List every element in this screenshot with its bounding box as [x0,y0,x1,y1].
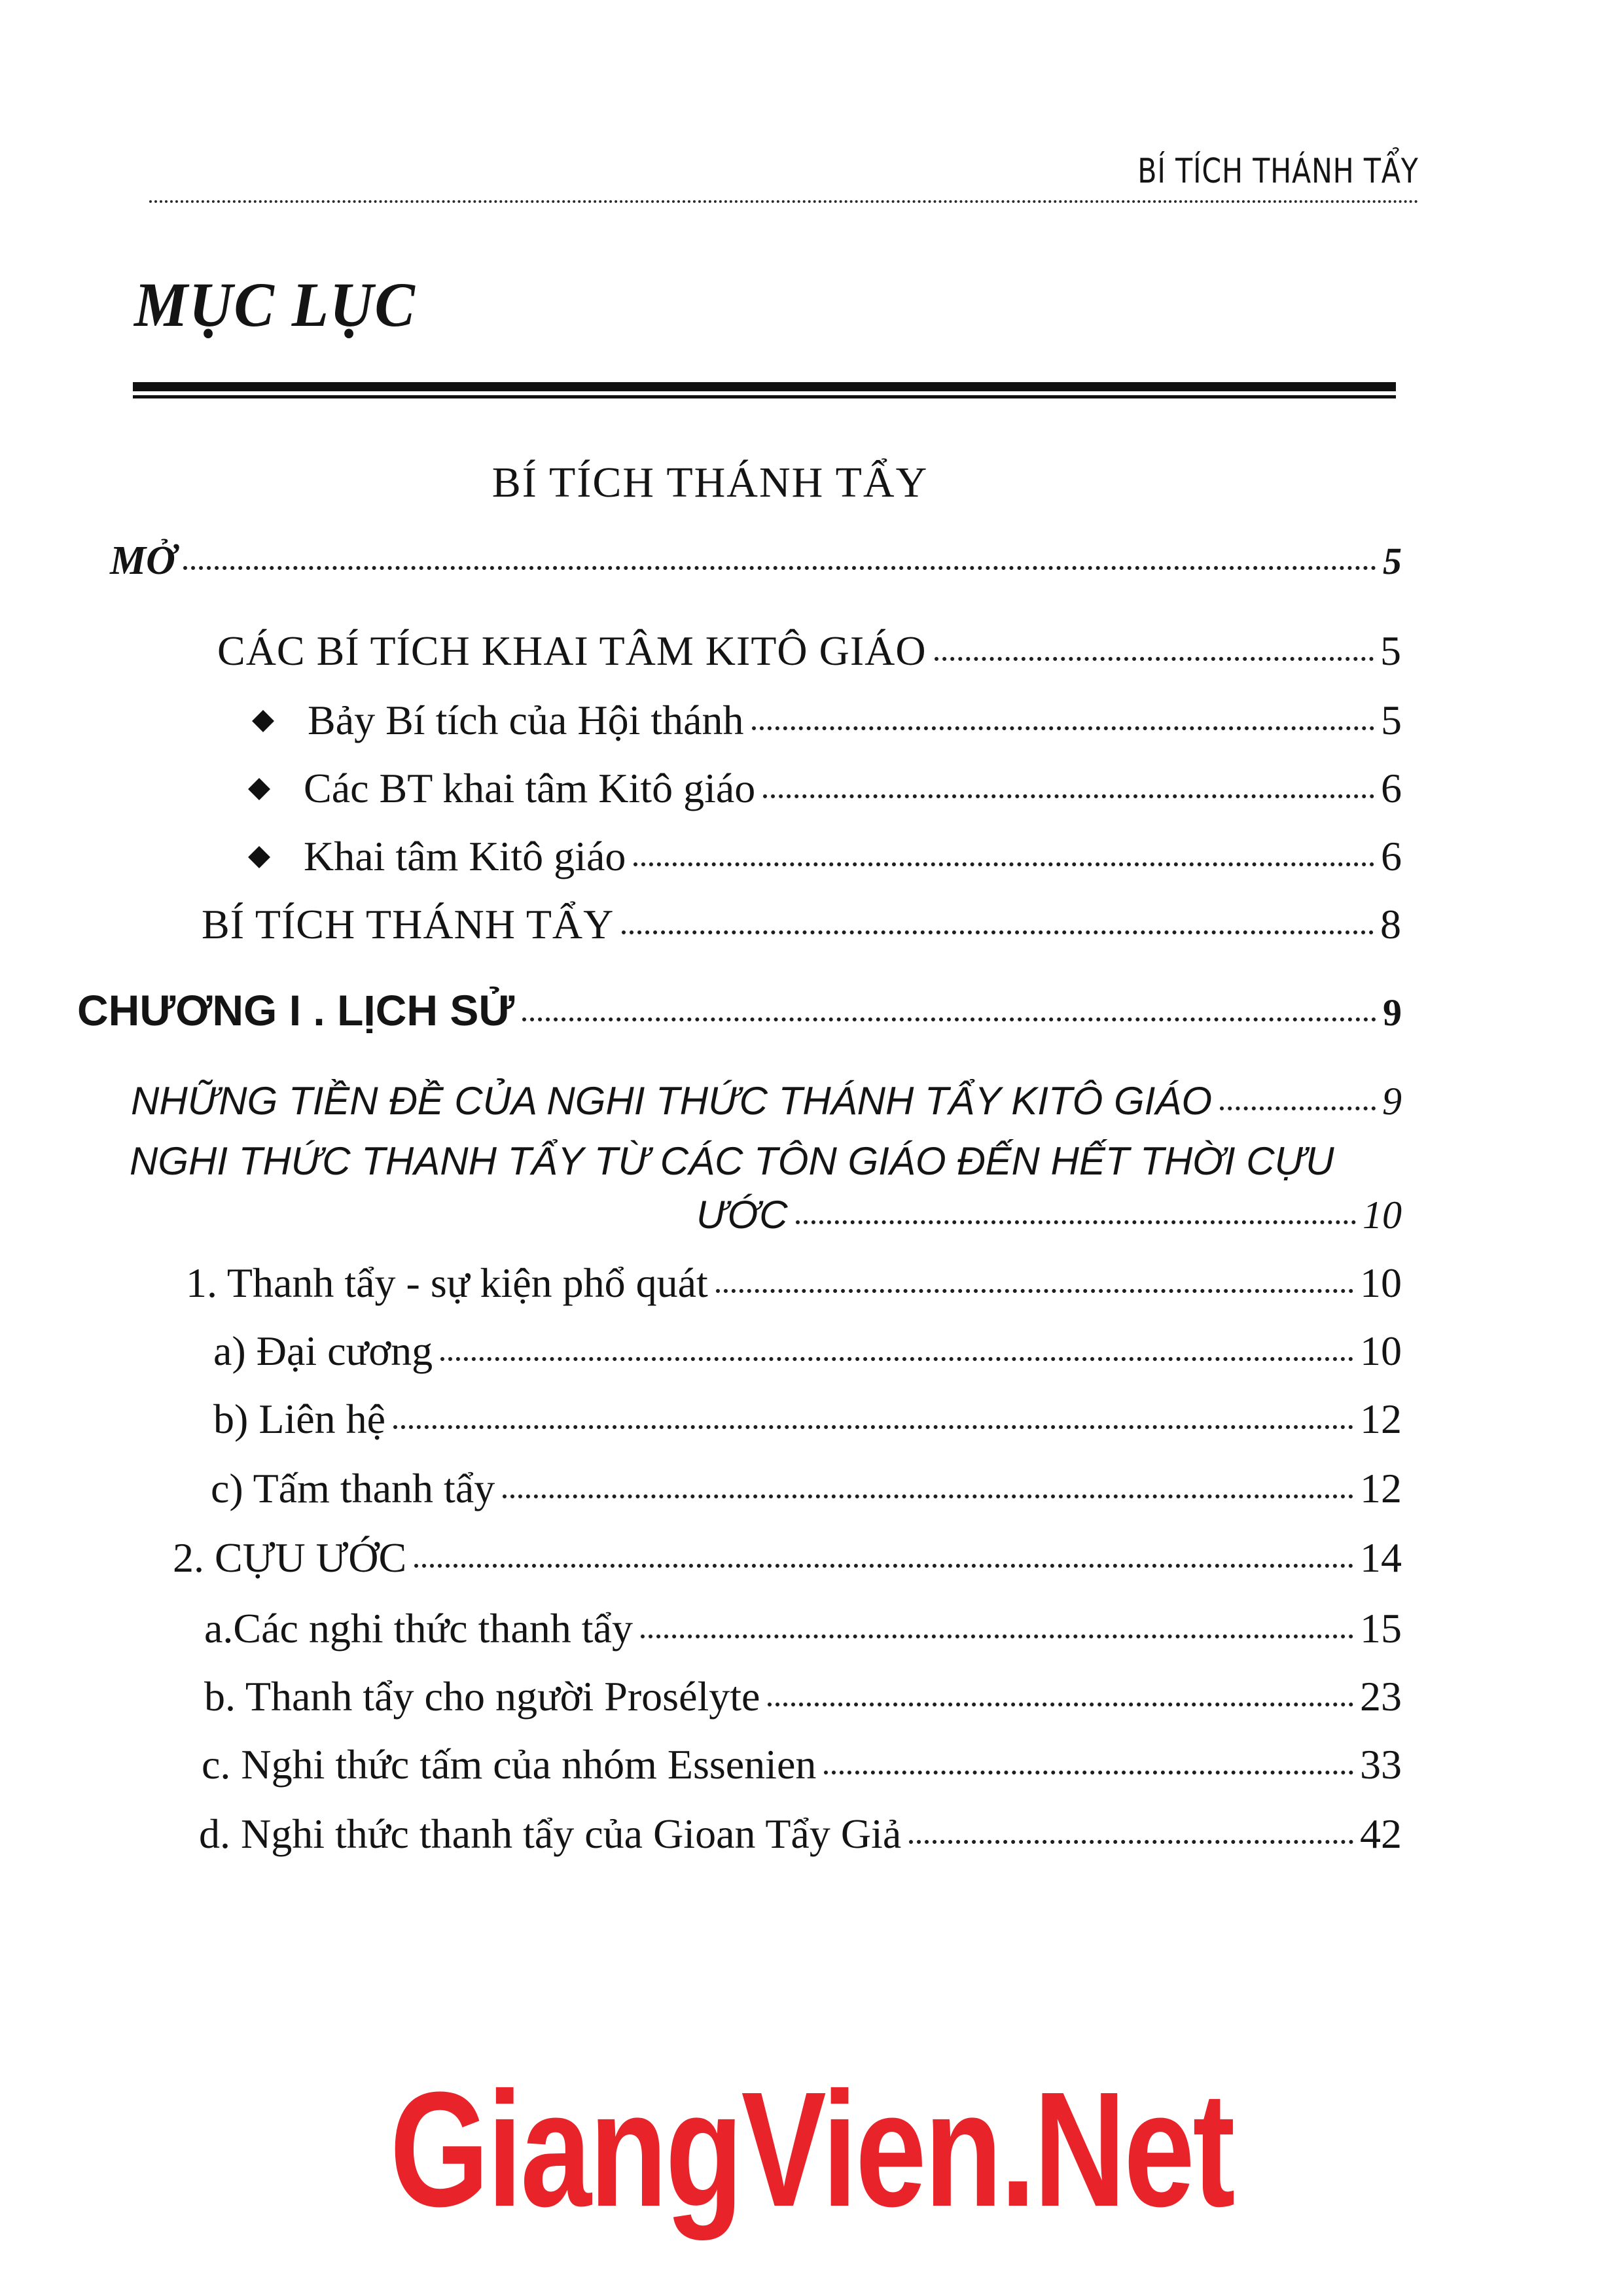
toc-entry-chapter[interactable] [77,985,1402,1035]
dot-leader [752,726,1374,730]
dot-leader [641,1634,1353,1638]
toc-entry[interactable] [213,1327,1402,1375]
toc-entry[interactable] [255,696,1402,745]
dot-leader [503,1494,1353,1498]
toc-entry-page: 6 [1381,765,1402,811]
toc-entry[interactable] [251,764,1402,813]
dot-leader [716,1289,1353,1293]
toc-entry-text: MỞ [110,539,175,583]
toc-entry[interactable] [211,1464,1402,1513]
dot-leader [440,1357,1353,1361]
toc-entry[interactable] [217,627,1402,675]
toc-entry-text: CÁC BÍ TÍCH KHAI TÂM KITÔ GIÁO [217,627,927,674]
dot-leader [393,1425,1353,1429]
toc-entry-page: 9 [1382,1080,1402,1123]
dot-leader [522,1017,1376,1021]
toc-entry[interactable] [202,900,1402,949]
toc-entry-page: 5 [1381,697,1402,743]
toc-entry-text: NHỮNG TIỀN ĐỀ CỦA NGHI THỨC THÁNH TẨY KITÔ GIÁO [131,1079,1212,1123]
toc-entry-page: 8 [1380,901,1402,947]
toc-entry[interactable] [202,1740,1402,1789]
title-rule [133,382,1396,391]
toc-entry-text: b. Thanh tẩy cho người Prosélyte [204,1673,760,1720]
toc-entry-text-line2: ƯỚC [696,1193,788,1237]
dot-leader [909,1840,1353,1844]
toc-entry[interactable] [204,1604,1402,1653]
toc-entry-text: c. Nghi thức tấm của nhóm Essenien [202,1741,817,1788]
dot-leader [633,862,1374,866]
toc-title: MỤC LỤC [134,270,416,340]
watermark-logo: GiangVien.Net [389,2058,1234,2240]
toc-entry-page: 5 [1380,627,1402,674]
dot-leader [622,930,1374,934]
diamond-bullet-icon [248,778,270,800]
diamond-bullet-icon [248,846,270,868]
toc-entry[interactable] [110,538,1402,584]
toc-entry[interactable] [186,1259,1402,1307]
toc-entry-page: 6 [1381,833,1402,879]
toc-entry-text: Bảy Bí tích của Hội thánh [308,697,744,743]
toc-entry-page: 15 [1360,1605,1402,1651]
toc-entry[interactable] [696,1192,1402,1238]
toc-entry-page: 10 [1360,1328,1402,1374]
dot-leader [763,794,1374,798]
dot-leader [935,657,1374,661]
dot-leader [414,1564,1353,1568]
toc-entry-text: CHƯƠNG I . LỊCH SỬ [77,986,515,1034]
toc-entry[interactable] [251,832,1402,881]
toc-entry-page: 5 [1383,540,1402,582]
book-heading: BÍ TÍCH THÁNH TẨY [491,459,929,506]
toc-entry-page: 9 [1383,991,1402,1034]
toc-entry-text: a) Đại cương [213,1328,433,1374]
diamond-bullet-icon [252,710,274,732]
toc-entry-text: Khai tâm Kitô giáo [304,833,626,879]
toc-entry-page: 10 [1360,1260,1402,1306]
toc-entry-text: c) Tấm thanh tẩy [211,1465,495,1511]
dot-leader [796,1220,1356,1224]
toc-entry-text: a.Các nghi thức thanh tẩy [204,1605,633,1651]
toc-entry-page: 33 [1360,1741,1402,1788]
toc-entry-text: 2. CỰU ƯỚC [173,1534,407,1581]
toc-entry-text-line1[interactable]: NGHI THỨC THANH TẨY TỪ CÁC TÔN GIÁO ĐẾN HẾT THỜI CỰU [130,1139,1334,1183]
toc-entry[interactable] [173,1534,1402,1582]
toc-entry[interactable] [213,1395,1402,1443]
toc-entry-page: 10 [1363,1193,1402,1237]
toc-entry-page: 23 [1360,1673,1402,1720]
toc-entry[interactable] [204,1672,1402,1721]
toc-entry-page: 12 [1360,1465,1402,1511]
toc-entry[interactable] [199,1810,1402,1858]
toc-entry-text: b) Liên hệ [213,1396,385,1442]
header-rule [149,200,1419,203]
dot-leader [1220,1106,1376,1110]
toc-entry-text: d. Nghi thức thanh tẩy của Gioan Tẩy Giả [199,1810,902,1857]
toc-entry[interactable] [131,1078,1402,1124]
toc-entry-page: 42 [1360,1810,1402,1857]
toc-entry-page: 14 [1360,1534,1402,1581]
dot-leader [183,566,1376,570]
title-rule-thin [133,395,1396,398]
toc-entry-page: 12 [1360,1396,1402,1442]
toc-entry-text: BÍ TÍCH THÁNH TẨY [202,901,615,947]
dot-leader [768,1703,1353,1706]
toc-entry-text: Các BT khai tâm Kitô giáo [304,765,756,811]
dot-leader [824,1771,1353,1775]
running-header: BÍ TÍCH THÁNH TẨY [1137,152,1419,191]
toc-entry-text: 1. Thanh tẩy - sự kiện phổ quát [186,1260,708,1306]
